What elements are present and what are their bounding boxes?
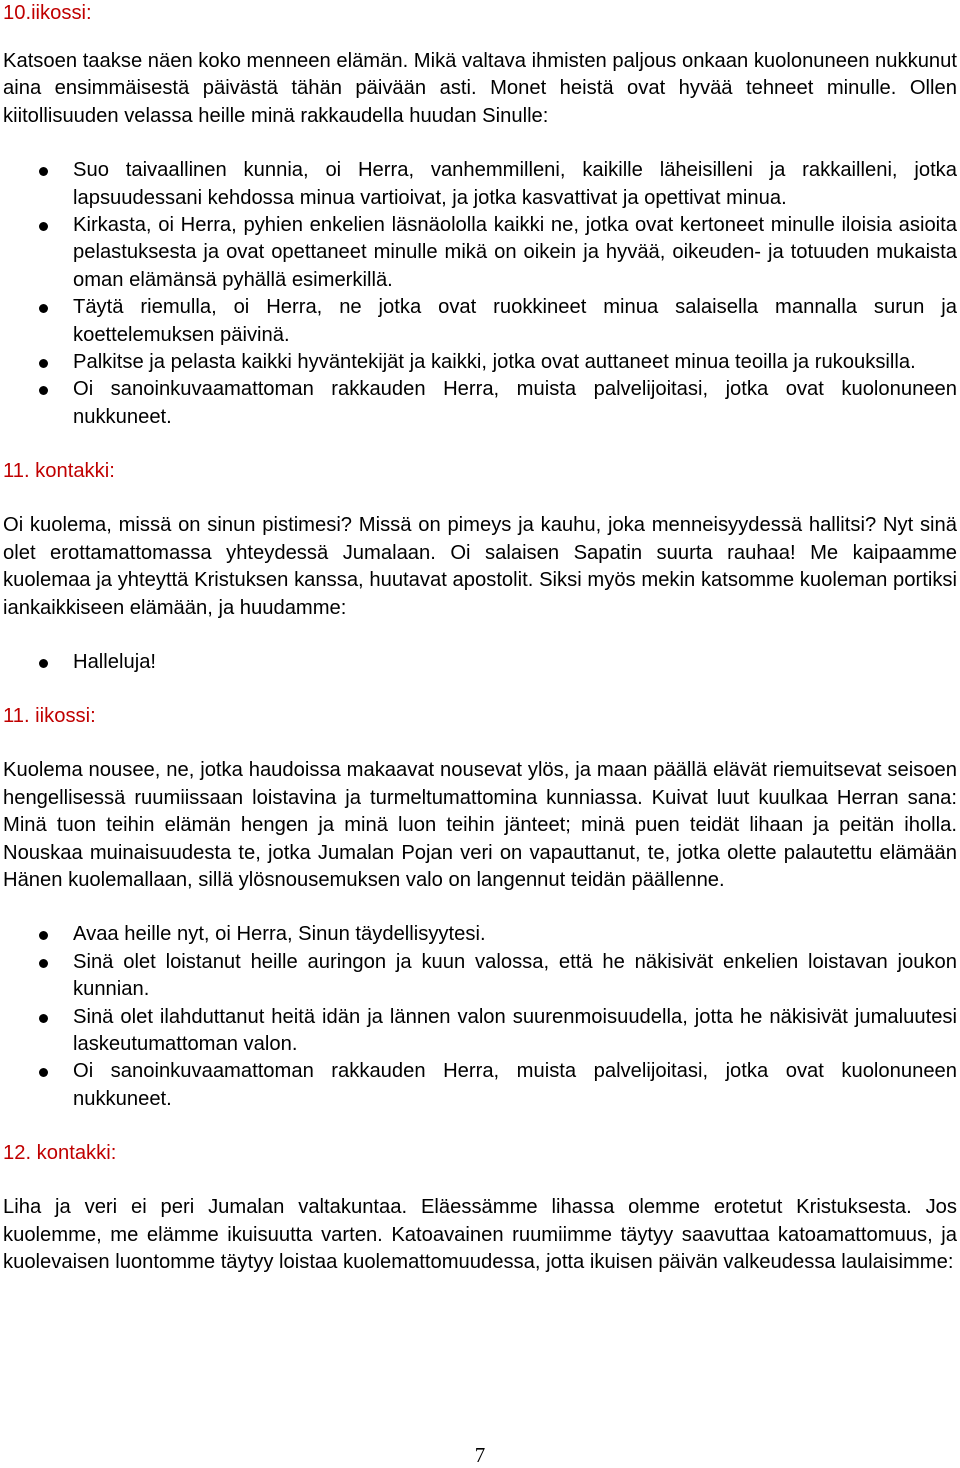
list-item-text: Suo taivaallinen kunnia, oi Herra, vanhemmilleni, kaikille läheisilleni ja rakkailleni, jotka lapsuudessani kehdossa minua vartioivat, ja jotka kasvattivat ja opettivat minua. [73, 159, 957, 209]
list-item-text: Palkitse ja pelasta kaikki hyväntekijät ja kaikki, jotka ovat auttaneet minua teoilla ja rukouksilla. [73, 351, 916, 374]
section-paragraph: Liha ja veri ei peri Jumalan valtakuntaa. Eläessämme lihassa olemme erotetut Kristuksesta. Jos kuolemme, me elämme ikuisuutta varten. Katoavainen ruumiimme täytyy saavuttaa katoamattomuus, ja kuolevaisen luontomme täytyy loistaa kuolemattomuudessa, jotta ikuisen päivän valkeudessa laulaisimme: [3, 1196, 957, 1273]
list-item [3, 949, 957, 1004]
section-paragraph: Katsoen taakse näen koko menneen elämän. Mikä valtava ihmisten paljous onkaan kuolonuneen nukkunut aina ensimmäisestä päivästä tähän päivään asti. Monet heistä ovat hyvää tehneet minulle. Ollen kiitollisuuden velassa heille minä rakkaudella huudan Sinulle: [3, 50, 957, 127]
bullet-icon [39, 1068, 48, 1077]
list-item-text: Sinä olet ilahduttanut heitä idän ja lännen valon suurenmoisuudella, jotta he näkisivät jumaluutesi laskeutumattoman valon. [73, 1005, 957, 1055]
section-heading: 10.iikossi: [3, 2, 92, 24]
bullet-icon [39, 304, 48, 313]
list-item-text: Täytä riemulla, oi Herra, ne jotka ovat ruokkineet minua salaisella mannalla surun ja koettelemuksen päivinä. [73, 296, 957, 346]
list-item-text: Kirkasta, oi Herra, pyhien enkelien läsnäololla kaikki ne, jotka ovat kertoneet minulle iloisia asioita pelastuksesta ja ovat opettaneet minulle mikä on oikein ja hyvää, oikeuden- ja totuuden mukaista oman elämänsä pyhällä esimerkillä. [73, 214, 957, 291]
list-item-text: Avaa heille nyt, oi Herra, Sinun täydellisyytesi. [73, 923, 486, 946]
bullet-icon [39, 1014, 48, 1023]
list-item-text: Oi sanoinkuvaamattoman rakkauden Herra, muista palvelijoitasi, jotka ovat kuolonuneen nukkuneet. [73, 1060, 957, 1110]
list-item [3, 157, 957, 212]
list-item [3, 649, 957, 676]
page-number: 7 [474, 1443, 486, 1467]
section-heading: 11. iikossi: [3, 705, 96, 728]
list-item [3, 1058, 957, 1113]
bullet-list [3, 649, 957, 676]
section-11-iikossi [3, 703, 957, 1113]
list-item-text: Oi sanoinkuvaamattoman rakkauden Herra, muista palvelijoitasi, jotka ovat kuolonuneen nukkuneet. [73, 378, 957, 428]
bullet-list [3, 921, 957, 1113]
bullet-icon [39, 931, 48, 940]
list-item-text: Sinä olet loistanut heille auringon ja kuun valossa, että he näkisivät enkelien loistavan joukon kunnian. [73, 950, 957, 1001]
bullet-icon [39, 167, 48, 176]
list-item [3, 212, 957, 294]
bullet-icon [39, 659, 48, 668]
bullet-list [3, 157, 957, 431]
list-item [3, 376, 957, 431]
section-11-kontakki [3, 458, 957, 676]
section-paragraph: Kuolema nousee, ne, jotka haudoissa makaavat nousevat ylös, ja maan päällä elävät riemuitsevat seisoen hengellisessä ruumiissaan loistavina ja turmeltumattomina kunniassa. Kuivat luut kuulkaa Herran sana: Minä tuon teihin elämän hengen ja minä luon teihin jänteet; minä puen teidät lihaan ja peitän iholla. Nouskaa muinaisuudesta te, jotka Jumalan Pojan veri on vapauttanut, te, jotka olette palautettu elämään Hänen kuolemallaan, sillä ylösnousemuksen valo on langennut teidän päällenne. [3, 759, 957, 891]
bullet-icon [39, 222, 48, 231]
list-item [3, 921, 957, 948]
document-page [3, 0, 957, 1276]
list-item [3, 349, 957, 376]
bullet-icon [39, 386, 48, 395]
list-item [3, 1004, 957, 1059]
section-heading: 11. kontakki: [3, 460, 115, 483]
list-item-text: Halleluja! [73, 650, 157, 673]
bullet-icon [39, 959, 48, 968]
section-heading: 12. kontakki: [3, 1142, 117, 1165]
section-paragraph: Oi kuolema, missä on sinun pistimesi? Missä on pimeys ja kauhu, joka menneisyydessä hallitsi? Nyt sinä olet erottamattomassa yhteydessä Jumalaan. Oi salaisen Sapatin suurta rauhaa! Me kaipaamme kuolemaa ja yhteyttä Kristuksen kanssa, huutavat apostolit. Siksi myös mekin katsomme kuoleman portiksi iankaikkiseen elämään, ja huudamme: [3, 514, 957, 619]
bullet-icon [39, 359, 48, 368]
section-12-kontakki [3, 1140, 957, 1276]
section-10-iikossi [3, 0, 957, 431]
list-item [3, 294, 957, 349]
